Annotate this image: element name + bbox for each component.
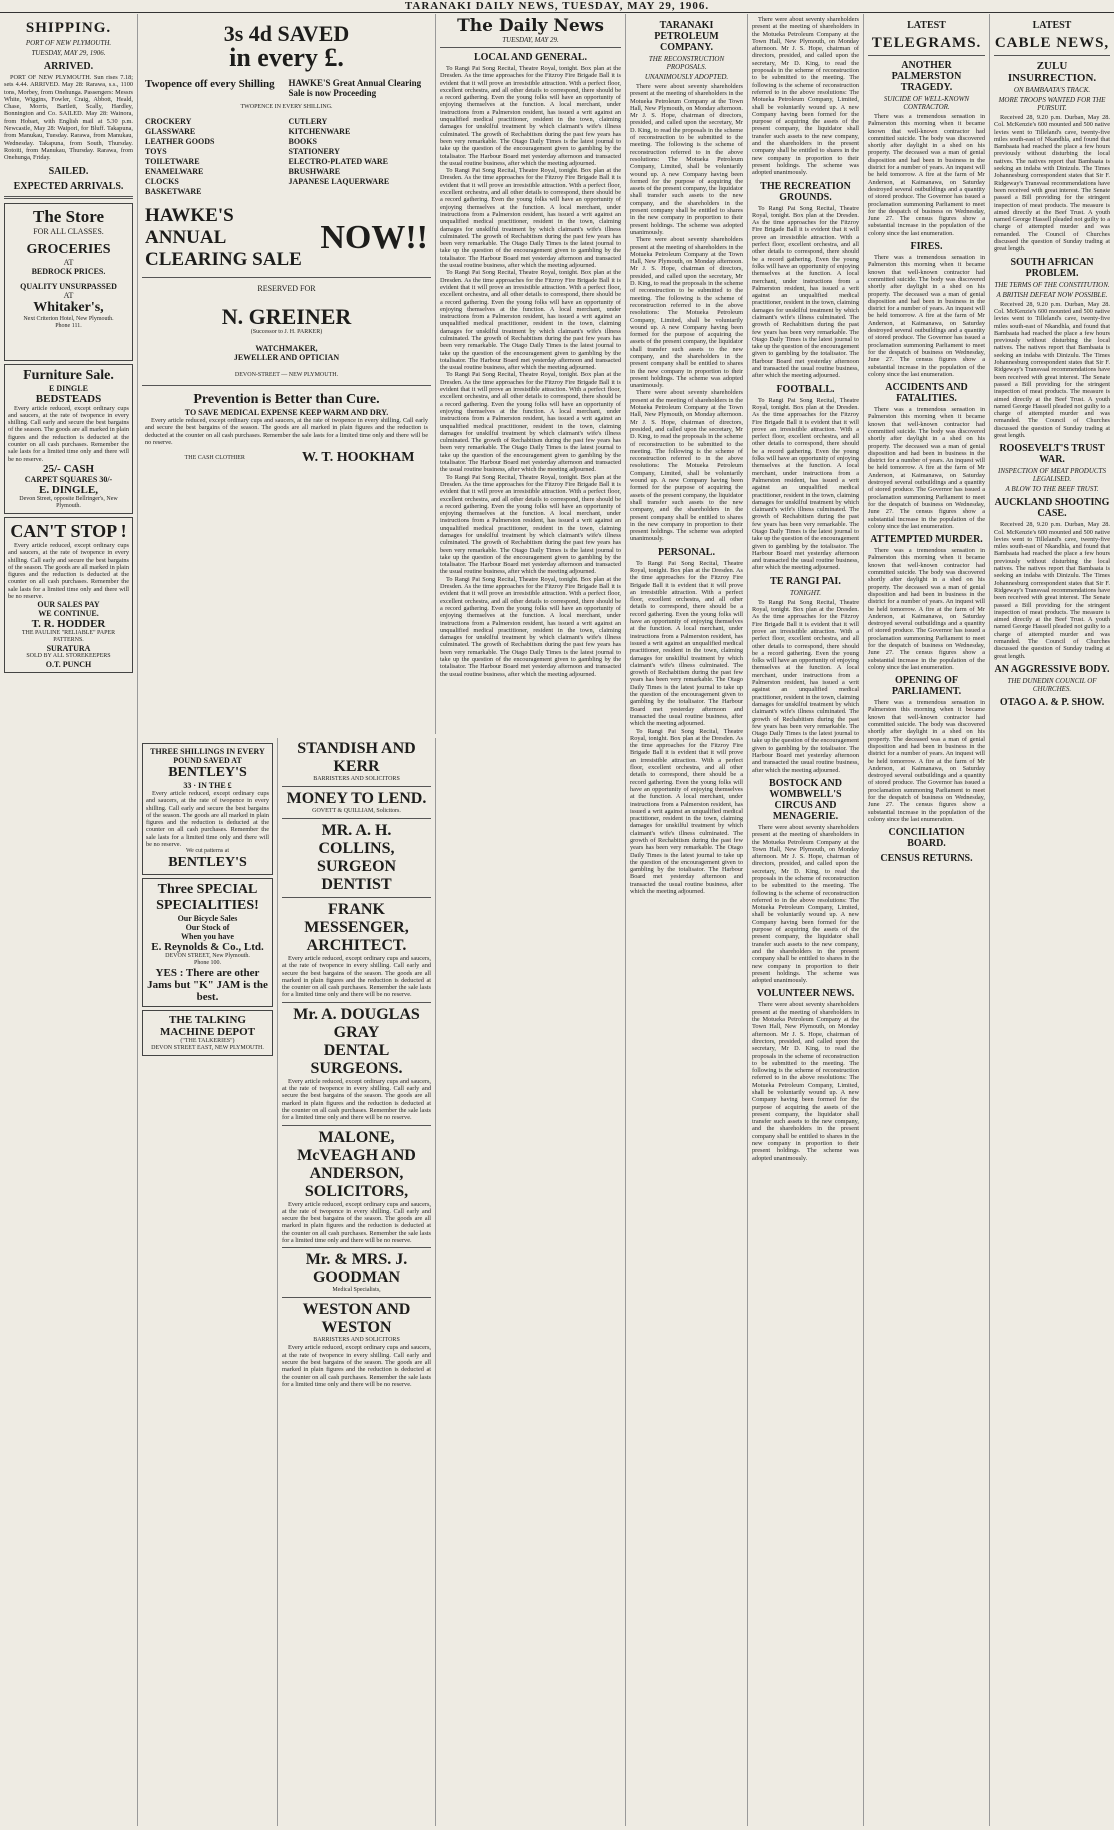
zulu-sub: ON BAMBAATA'S TRACK.: [1013, 86, 1091, 94]
cantstop-text: Every article reduced, except ordinary cups and saucers, at the rate of twopence in every shilling. Call early and secure the best bargains of the season. The goods are all marked in plain figures and the reduction is deducted at the counter on all cash purchases. Remember the sale lasts for a limited time only and there will be no reserve.: [8, 541, 129, 601]
greiner-ad: [142, 281, 431, 382]
greiner-name: N. GREINER: [221, 304, 352, 329]
cantstop-opunch: O.T. PUNCH: [45, 660, 92, 670]
editorial-text-5: To Rangi Pai Song Recital, Theatre Royal, tonight. Box plan at the Dresden. As the time approaches for the Fitzroy Fire Brigade Ball it is evident that it will prove an irresistible attraction. With a perfect floor, excellent orchestra, and all other details to correspond, there should be a record gathering. Even the young folks will have an opportunity of enjoying themselves at the function. A local merchant, under instructions from a Palmerston resident, has issued a writ against an unqualified medical practitioner, resident in the town, claiming damages for unskilful treatment by which claimant's wife's illness culminated. The growth of Rechabitism during the past few years has been very remarkable. The Otago Daily Times is the latest journal to take up the question of the encouragement given to gambling by the totalisator. The Harbour Board met yesterday afternoon and transacted the usual routine business, after which the meeting adjourned.: [440, 473, 621, 576]
store-for: FOR ALL CLASSES.: [33, 226, 104, 236]
prevention-hookham: W. T. HOOKHAM: [301, 450, 415, 466]
store-at2: AT: [63, 290, 74, 300]
editorial-text-3: To Rangi Pai Song Recital, Theatre Royal, tonight. Box plan at the Dresden. As the time approaches for the Fitzroy Fire Brigade Ball it is evident that it will prove an irresistible attraction. With a perfect floor, excellent orchestra, and all other details to correspond, there should be a record gathering. Even the young folks will have an opportunity of enjoying themselves at the function. A local merchant, under instructions from a Palmerston resident, has issued a writ against an unqualified medical practitioner, resident in the town, claiming damages for unskilful treatment by which claimant's wife's illness culminated. The growth of Rechabitism during the past few years has been very remarkable. The Otago Daily Times is the latest journal to take up the question of the encouragement given to gambling by the totalisator. The Harbour Board met yesterday afternoon and transacted the usual routine business, after which the meeting adjourned.: [440, 269, 621, 372]
hawkes-proceeding: HAWKE'S Great Annual Clearing Sale is now Proceeding: [288, 78, 422, 98]
column-professional: [278, 738, 436, 1826]
cantstop-hodder: T. R. HODDER: [31, 618, 106, 631]
recreation-lead: There were about seventy shareholders present at the meeting of shareholders in the Motueka Petroleum Company at the Town Hall, New Plymouth, on Monday afternoon. Mr J. S. Hope, chairman of directors, presided, and called upon the secretary, Mr D. King, to read the proposals in the scheme of reconstruction to be submitted to the meeting. The following is the scheme of reconstruction referred to in the above resolutions: The Motueka Petroleum Company, Limited, shall be voluntarily wound up. A new Company having been formed for the purpose of acquiring the assets of the present company, the liquidator shall transfer such assets to the new company, and the shareholders in the present company shall be entitled to shares in the new company in proportion to their present holdings. The scheme was adopted unanimously.: [752, 16, 859, 177]
furniture-bedsteads: BEDSTEADS: [35, 392, 102, 405]
column-editorial: [436, 14, 626, 1826]
sailed-heading: SAILED.: [48, 165, 89, 177]
shipping-port: PORT OF NEW PLYMOUTH.: [25, 39, 112, 47]
accidents-text: There was a tremendous sensation in Palmerston this morning when it became known that well-known contractor had committed suicide. The body was discovered shortly after daylight in a shed on his property. The deceased was a man of genial disposition and had been in business in the district for a number of years. An inquest will be held tomorrow. A fire at the farm of Mr Anderson, at Kaimanawa, on Saturday destroyed several outbuildings and a quantity of stored produce. The Governor has issued a proclamation summoning Parliament to meet for the despatch of business on Wednesday, June 27. The census figures show a substantial increase in the population of the colony since the last enumeration.: [868, 406, 985, 530]
column-bentleys: [138, 738, 278, 1826]
auckland-text: Received 28, 9.20 p.m. Durban, May 28. Col. McKenzie's 600 mounted and 500 native levies went to Tilleland's cave, twenty-five miles south-east of Nkandhla, and found that Bambaata had reached the place a few hours previously without disturbing the local natives. The natives report that Bambaata is seeking an indaba with Dinizulu. The Times Johannesburg correspondent states that Sir F. Ridgeway's Transvaal recommendations have been received with great interest. The Senate passed a Bill providing for the stringent inspection of meat products. The measure is aimed directly at the Beef Trust. A youth named George Hassell pleaded not guilty to a charge of attempted murder and was remanded. The Council of Churches discussed the question of Sunday trading at great length.: [994, 521, 1110, 660]
when-you-have: When you have: [181, 932, 234, 942]
census-heading: CENSUS RETURNS.: [880, 853, 973, 865]
talking-title: THE TALKING MACHINE DEPOT: [159, 1014, 256, 1039]
money-to-lend: MONEY TO LEND.: [286, 790, 427, 807]
prevention-clothier: THE CASH CLOTHIER: [184, 454, 245, 461]
greiner-trade2: JEWELLER AND OPTICIAN: [233, 353, 340, 362]
collins: MR. A. H. COLLINS, SURGEON DENTIST: [316, 822, 397, 893]
bentleys-third: 33 · IN THE £: [183, 781, 232, 790]
store-whitaker: Whitaker's,: [33, 299, 104, 315]
reynolds-addr: DEVON STREET, New Plymouth.: [165, 953, 250, 960]
cantstop-storekeepers: SOLD BY ALL STOREKEEPERS: [26, 653, 111, 660]
column-telegrams: [864, 14, 990, 1826]
troops-sub: MORE TROOPS WANTED FOR THE PURSUIT.: [998, 96, 1106, 112]
recreation-heading: THE RECREATION GROUNDS.: [760, 180, 851, 203]
three-special: Three SPECIAL SPECIALITIES!: [156, 882, 259, 914]
editorial-text-1: To Rangi Pai Song Recital, Theatre Royal, tonight. Box plan at the Dresden. As the time approaches for the Fitzroy Fire Brigade Ball it is evident that it will prove an irresistible attraction. With a perfect floor, excellent orchestra, and all other details to correspond, there should be a record gathering. Even the young folks will have an opportunity of enjoying themselves at the function. A local merchant, under instructions from a Palmerston resident, has issued a writ against an unqualified medical practitioner, resident in the town, claiming damages for unskilful treatment by which claimant's wife's illness culminated. The growth of Rechabitism during the past few years has been very remarkable. The Otago Daily Times is the latest journal to take up the question of the encouragement given to gambling by the totalisator. The Harbour Board met yesterday afternoon and transacted the usual routine business, after which the meeting adjourned.: [440, 65, 621, 167]
furniture-dingle-addr: Devon Street, opposite Bellringer's, New Plymouth.: [19, 495, 118, 509]
furniture-ad: [4, 364, 133, 514]
store-quality: QUALITY UNSURPASSED: [20, 281, 117, 291]
kjam-ad: YES : There are other Jams but "K" JAM is the best.: [147, 967, 268, 1004]
greiner-successor: (Successor to J. H. PARKER): [250, 329, 323, 335]
bentleys-ad: [142, 743, 273, 875]
petroleum-text-3: There were about seventy shareholders present at the meeting of shareholders in the Motueka Petroleum Company at the Town Hall, New Plymouth, on Monday afternoon. Mr J. S. Hope, chairman of directors, presided, and called upon the secretary, Mr D. King, to read the proposals in the scheme of reconstruction to be submitted to the meeting. The following is the scheme of reconstruction referred to in the above resolutions: The Motueka Petroleum Company, Limited, shall be voluntarily wound up. A new Company having been formed for the purpose of acquiring the assets of the present company, the liquidator shall transfer such assets to the new company, and the shareholders in the present company shall be entitled to shares in the new company in proportion to their present holdings. The scheme was adopted unanimously.: [630, 389, 743, 543]
hawkes-twopence: Twopence off every Shilling: [145, 78, 275, 90]
hawkes-rate: TWOPENCE IN EVERY SHILLING.: [240, 104, 333, 110]
editorial-date: TUESDAY, MAY 29.: [502, 36, 559, 44]
terangi-text: To Rangi Pai Song Recital, Theatre Royal, tonight. Box plan at the Dresden. As the time approaches for the Fitzroy Fire Brigade Ball it is evident that it will prove an irresistible attraction. With a perfect floor, excellent orchestra, and all other details to correspond, there should be a record gathering. Even the young folks will have an opportunity of enjoying themselves at the function. A local merchant, under instructions from a Palmerston resident, has issued a writ against an unqualified medical practitioner, resident in the town, claiming damages for unskilful treatment by which claimant's wife's illness culminated. The growth of Rechabitism during the past few years has been very remarkable. The Otago Daily Times is the latest journal to take up the question of the encouragement given to gambling by the totalisator. The Harbour Board met yesterday afternoon and transacted the usual routine business, after which the meeting adjourned.: [752, 598, 859, 774]
messenger: FRANK MESSENGER, ARCHITECT.: [304, 901, 409, 954]
editorial-text-4: To Rangi Pai Song Recital, Theatre Royal, tonight. Box plan at the Dresden. As the time approaches for the Fitzroy Fire Brigade Ball it is evident that it will prove an irresistible attraction. With a perfect floor, excellent orchestra, and all other details to correspond, there should be a record gathering. Even the young folks will have an opportunity of enjoying themselves at the function. A local merchant, under instructions from a Palmerston resident, has issued a writ against an unqualified medical practitioner, resident in the town, claiming damages for unskilful treatment by which claimant's wife's illness culminated. The growth of Rechabitism during the past few years has been very remarkable. The Otago Daily Times is the latest journal to take up the question of the encouragement given to gambling by the totalisator. The Harbour Board met yesterday afternoon and transacted the usual routine business, after which the meeting adjourned.: [440, 371, 621, 474]
talking-addr: DEVON STREET EAST, NEW PLYMOUTH.: [151, 1045, 264, 1052]
hawkes-items-right: CUTLERY KITCHENWARE BOOKS STATIONERY ELECTRO-PLATED WARE BRUSHWARE JAPANESE LAQUERWARE: [288, 117, 390, 186]
malone-text: Every article reduced, except ordinary cups and saucers, at the rate of twopence in every shilling. Call early and secure the best bargains of the season. The goods are all marked in plain figures and the reduction is deducted at the counter on all cash purchases. Remember the sale lasts for a limited time only and there will be no reserve.: [282, 1200, 431, 1245]
petroleum-text-1: There were about seventy shareholders present at the meeting of shareholders in the Motueka Petroleum Company at the Town Hall, New Plymouth, on Monday afternoon. Mr J. S. Hope, chairman of directors, presided, and called upon the secretary, Mr D. King, to read the proposals in the scheme of reconstruction to be submitted to the meeting. The following is the scheme of reconstruction referred to in the above resolutions: The Motueka Petroleum Company, Limited, shall be voluntarily wound up. A new Company having been formed for the purpose of acquiring the assets of the present company, the liquidator shall transfer such assets to the new company, and the shareholders in the present company shall be entitled to shares in the new company in proportion to their present holdings. The scheme was adopted unanimously.: [630, 83, 743, 236]
furniture-carpet: CARPET SQUARES 30/-: [24, 474, 113, 484]
messenger-text: Every article reduced, except ordinary cups and saucers, at the rate of twopence in every shilling. Call early and secure the best bargains of the season. The goods are all marked in plain figures and the reduction is deducted at the counter on all cash purchases. Remember the sale lasts for a limited time only and there will be no reserve.: [282, 955, 431, 999]
aggressive-heading: AN AGGRESSIVE BODY.: [994, 663, 1110, 675]
prevention-ad: [142, 389, 431, 469]
fires-text: There was a tremendous sensation in Palmerston this morning when it became known that well-known contractor had committed suicide. The body was discovered shortly after daylight in a shed on his property. The deceased was a man of genial disposition and had been in business in the district for a number of years. An inquest will be held tomorrow. A fire at the farm of Mr Anderson, at Kaimanawa, on Saturday destroyed several outbuildings and a quantity of stored produce. The Governor has issued a proclamation summoning Parliament to meet for the despatch of business on Wednesday, June 27. The census figures show a substantial increase in the population of the colony since the last enumeration.: [868, 254, 985, 378]
conciliation-heading: CONCILIATION BOARD.: [888, 827, 965, 850]
shipping-text: PORT OF NEW PLYMOUTH. Sun rises 7.18; sets 4.44. ARRIVED. May 28: Rarawa, s.s., 1100 tons, Morbey, from Onehunga. Passengers: Messrs White, Wiggins, Fowler, Craig, Abbott, Heald, Chase, Morris, Bartlett, Scally, Hardley, Bonnington and Co. SAILED. May 28: Wainora, from Hobart, with English mail at 5.30 p.m. Newcastle, May 28: Waipori, for Bluff. Takapuna, from Manukau, Tuesday. Rarawa, from Manukau, Wednesday. Takapuna, from South, Thursday. Rotoiti, from Manukau, Thursday. Rarawa, from Onehunga, Friday.: [4, 74, 133, 162]
bostock-heading: BOSTOCK AND WOMBWELL'S CIRCUS AND MENAGERIE.: [769, 777, 842, 822]
hawkes-ad: [142, 19, 431, 274]
furniture-dingle: E. DINGLE,: [39, 483, 98, 496]
inspection-sub: INSPECTION OF MEAT PRODUCTS LEGALISED.: [998, 467, 1106, 484]
blow-sub: A BLOW TO THE BEEF TRUST.: [1005, 485, 1099, 494]
petroleum-title: TARANAKI PETROLEUM COMPANY.: [654, 20, 719, 53]
hawkes-items-left: CROCKERY GLASSWARE LEATHER GOODS TOYS TOILETWARE ENAMELWARE CLOCKS BASKETWARE: [145, 117, 215, 196]
cantstop-continue: WE CONTINUE.: [38, 609, 99, 619]
store-ad: [4, 203, 133, 361]
store-addr: Next Criterion Hotel, New Plymouth.: [23, 315, 114, 322]
bentleys-three: THREE SHILLINGS IN EVERY POUND SAVED AT: [150, 747, 265, 765]
football-heading: FOOTBALL.: [776, 383, 835, 395]
editorial-text-2: To Rangi Pai Song Recital, Theatre Royal, tonight. Box plan at the Dresden. As the time approaches for the Fitzroy Fire Brigade Ball it is evident that it will prove an irresistible attraction. With a perfect floor, excellent orchestra, and all other details to correspond, there should be a record gathering. Even the young folks will have an opportunity of enjoying themselves at the function. A local merchant, under instructions from a Palmerston resident, has issued a writ against an unqualified medical practitioner, resident in the town, claiming damages for unskilful treatment by which claimant's wife's illness culminated. The growth of Rechabitism during the past few years has been very remarkable. The Otago Daily Times is the latest journal to take up the question of the encouragement given to gambling by the totalisator. The Harbour Board met yesterday afternoon and transacted the usual routine business, after which the meeting adjourned.: [440, 167, 621, 270]
our-stock: Our Stock of: [185, 923, 230, 933]
parliament-heading: OPENING OF PARLIAMENT.: [891, 675, 962, 698]
bentleys-name2: BENTLEY'S: [168, 855, 247, 871]
store-title: The Store: [33, 206, 104, 226]
column-recreation: [748, 14, 864, 1826]
personal-heading: PERSONAL.: [658, 546, 715, 558]
shipping-date: TUESDAY, MAY 29, 1906.: [31, 49, 106, 57]
sa-heading: SOUTH AFRICAN PROBLEM.: [1010, 256, 1094, 279]
bicycle-sales: Our Bicycle Sales: [177, 914, 238, 924]
petroleum-sub: THE RECONSTRUCTION PROPOSALS.: [648, 55, 725, 71]
tragedy-heading: ANOTHER PALMERSTON TRAGEDY.: [891, 60, 962, 93]
sa-text: Received 28, 9.20 p.m. Durban, May 28. Col. McKenzie's 600 mounted and 500 native levies went to Tilleland's cave, twenty-five miles south-east of Nkandhla, and found that Bambaata had reached the place a few hours previously without disturbing the local natives. The natives report that Bambaata is seeking an indaba with Dinizulu. The Times Johannesburg correspondent states that Sir F. Ridgeway's Transvaal recommendations have been received with great interest. The Senate passed a Bill providing for the stringent inspection of meat products. The measure is aimed directly at the Beef Trust. A youth named George Hassell pleaded not guilty to a charge of attempted murder and was remanded. The Council of Churches discussed the question of Sunday trading at great length.: [994, 300, 1110, 439]
zulu-text: Received 28, 9.20 p.m. Durban, May 28. Col. McKenzie's 600 mounted and 500 native levies went to Tilleland's cave, twenty-five miles south-east of Nkandhla, and found that Bambaata had reached the place a few hours previously without disturbing the local natives. The natives report that Bambaata is seeking an indaba with Dinizulu. The Times Johannesburg correspondent states that Sir F. Ridgeway's Transvaal recommendations have been received with great interest. The Senate passed a Bill providing for the stringent inspection of meat products. The measure is aimed directly at the Beef Trust. A youth named George Hassell pleaded not guilty to a charge of attempted murder and was remanded. The Council of Churches discussed the question of Sunday trading at great length.: [994, 114, 1110, 253]
cantstop-pattern: THE PAULINE "RELIABLE" PAPER PATTERNS.: [21, 630, 116, 644]
shipping-title: SHIPPING.: [25, 20, 112, 36]
furniture-name: E DINGLE: [49, 383, 88, 393]
bentleys-text: Every article reduced, except ordinary cups and saucers, at the rate of twopence in every shilling. Call early and secure the best bargains of the season. The goods are all marked in plain figures and the reduction is deducted at the counter on all cash purchases. Remember the sale lasts for a limited time only and there will be no reserve.: [146, 790, 269, 849]
defeat-sub: A BRITISH DEFEAT NOW POSSIBLE.: [996, 290, 1108, 299]
gray: Mr. A. DOUGLAS GRAY: [293, 1005, 420, 1041]
terangi-heading: TE RANGI PAI.: [770, 575, 841, 587]
greiner-address: DEVON-STREET — NEW PLYMOUTH.: [234, 372, 339, 378]
parliament-text: There was a tremendous sensation in Palmerston this morning when it became known that well-known contractor had committed suicide. The body was discovered shortly after daylight in a shed on his property. The deceased was a man of genial disposition and had been in business in the district for a number of years. An inquest will be held tomorrow. A fire at the farm of Mr Anderson, at Kaimanawa, on Saturday destroyed several outbuildings and a quantity of stored produce. The Governor has issued a proclamation summoning Parliament to meet for the despatch of business on Wednesday, June 27. The census figures show a substantial increase in the population of the colony since the last enumeration.: [868, 699, 985, 823]
cable-latest: LATEST: [1032, 20, 1072, 31]
roosevelt-heading: ROOSEVELT'S TRUST WAR.: [999, 443, 1105, 466]
reynolds-phone: Phone 100.: [194, 960, 221, 967]
attempted-text: There was a tremendous sensation in Palmerston this morning when it became known that well-known contractor had committed suicide. The body was discovered shortly after daylight in a shed on his property. The deceased was a man of genial disposition and had been in business in the district for a number of years. An inquest will be held tomorrow. A fire at the farm of Mr Anderson, at Kaimanawa, on Saturday destroyed several outbuildings and a quantity of stored produce. The Governor has issued a proclamation summoning Parliament to meet for the despatch of business on Wednesday, June 27. The census figures show a substantial increase in the population of the colony since the last enumeration.: [868, 547, 985, 671]
sa-sub: THE TERMS OF THE CONSTITUTION.: [994, 280, 1110, 289]
cantstop-ad: [4, 517, 133, 673]
cantstop-title: CAN'T STOP !: [10, 520, 127, 541]
reynolds-name: E. Reynolds & Co., Ltd.: [151, 941, 264, 954]
store-groceries: GROCERIES: [26, 241, 111, 257]
hawkes-line2: in every £.: [229, 43, 344, 72]
attempted-heading: ATTEMPTED MURDER.: [870, 534, 983, 546]
greiner-reserved: RESERVED FOR: [257, 284, 316, 293]
petroleum-sub2: UNANIMOUSLY ADOPTED.: [644, 73, 729, 81]
prevention-title: Prevention is Better than Cure.: [193, 392, 380, 407]
prevention-sub: TO SAVE MEDICAL EXPENSE KEEP WARM AND DRY.: [184, 408, 389, 417]
petroleum-text-2: There were about seventy shareholders present at the meeting of shareholders in the Motueka Petroleum Company at the Town Hall, New Plymouth, on Monday afternoon. Mr J. S. Hope, chairman of directors, presided, and called upon the secretary, Mr D. King, to read the proposals in the scheme of reconstruction to be submitted to the meeting. The following is the scheme of reconstruction referred to in the above resolutions: The Motueka Petroleum Company, Limited, shall be voluntarily wound up. A new Company having been formed for the purpose of acquiring the assets of the present company, the liquidator shall transfer such assets to the new company, and the shareholders in the present company shall be entitled to shares in the new company in proportion to their present holdings. The scheme was adopted unanimously.: [630, 236, 743, 390]
goodman: Mr. & MRS. J. GOODMAN: [305, 1251, 408, 1287]
greiner-trade1: WATCHMAKER,: [255, 344, 318, 353]
cantstop-suratura: SURATURA: [46, 644, 91, 654]
column-cable: [990, 14, 1114, 1826]
govett: GOVETT & QUILLIAM, Solicitors.: [312, 808, 401, 814]
tragedy-text: There was a tremendous sensation in Palmerston this morning when it became known that well-known contractor had committed suicide. The body was discovered shortly after daylight in a shed on his property. The deceased was a man of genial disposition and had been in business in the district for a number of years. An inquest will be held tomorrow. A fire at the farm of Mr Anderson, at Kaimanawa, on Saturday destroyed several outbuildings and a quantity of stored produce. The Governor has issued a proclamation summoning Parliament to meet for the despatch of business on Wednesday, June 27. The census figures show a substantial increase in the population of the colony since the last enumeration.: [868, 113, 985, 237]
bentleys-name: BENTLEY'S: [168, 765, 247, 780]
personal-text: To Rangi Pai Song Recital, Theatre Royal, tonight. Box plan at the Dresden. As the time approaches for the Fitzroy Fire Brigade Ball it is evident that it will prove an irresistible attraction. With a perfect floor, excellent orchestra, and all other details to correspond, there should be a record gathering. Even the young folks will have an opportunity of enjoying themselves at the function. A local merchant, under instructions from a Palmerston resident, has issued a writ against an unqualified medical practitioner, resident in the town, claiming damages for unskilful treatment by which claimant's wife's illness culminated. The growth of Rechabitism during the past few years has been very remarkable. The Otago Daily Times is the latest journal to take up the question of the encouragement given to gambling by the totalisator. The Harbour Board met yesterday afternoon and transacted the usual routine business, after which the meeting adjourned.: [630, 559, 743, 728]
accidents-heading: ACCIDENTS AND FATALITIES.: [885, 382, 968, 405]
gray-text: Every article reduced, except ordinary cups and saucers, at the rate of twopence in every shilling. Call early and secure the best bargains of the season. The goods are all marked in plain figures and the reduction is deducted at the counter on all cash purchases. Remember the sale lasts for a limited time only and there will be no reserve.: [282, 1077, 431, 1122]
volunteer-text: There were about seventy shareholders present at the meeting of shareholders in the Motueka Petroleum Company at the Town Hall, New Plymouth, on Monday afternoon. Mr J. S. Hope, chairman of directors, presided, and called upon the secretary, Mr D. King, to read the proposals in the scheme of reconstruction to be submitted to the meeting. The following is the scheme of reconstruction referred to in the above resolutions: The Motueka Petroleum Company, Limited, shall be voluntarily wound up. A new Company having been formed for the purpose of acquiring the assets of the present company, the liquidator shall transfer such assets to the new company, and the shareholders in the present company shall be entitled to shares in the new company in proportion to their present holdings. The scheme was adopted unanimously.: [752, 1001, 859, 1162]
editorial-title: The Daily News: [457, 16, 604, 36]
talking-ad: [142, 1010, 273, 1056]
store-phone: Phone 111.: [55, 322, 82, 329]
expected-heading: EXPECTED ARRIVALS.: [13, 180, 124, 192]
store-at: AT: [63, 257, 74, 267]
store-bedrock: BEDROCK PRICES.: [31, 266, 106, 276]
volunteer-heading: VOLUNTEER NEWS.: [756, 988, 855, 1000]
three-special-ad: [142, 878, 273, 1007]
fires-heading: FIRES.: [910, 241, 943, 253]
zulu-heading: ZULU INSURRECTION.: [1007, 60, 1097, 84]
column-ads-top: [138, 14, 436, 734]
editorial-section: LOCAL AND GENERAL.: [473, 52, 588, 63]
standish: STANDISH AND KERR: [297, 740, 416, 775]
masthead: TARANAKI DAILY NEWS, TUESDAY, MAY 29, 1906.: [0, 0, 1114, 13]
weston: WESTON AND WESTON: [302, 1301, 411, 1337]
arrived-heading: ARRIVED.: [43, 61, 94, 72]
recreation-text: To Rangi Pai Song Recital, Theatre Royal, tonight. Box plan at the Dresden. As the time approaches for the Fitzroy Fire Brigade Ball it is evident that it will prove an irresistible attraction. With a perfect floor, excellent orchestra, and all other details to correspond, there should be a record gathering. Even the young folks will have an opportunity of enjoying themselves at the function. A local merchant, under instructions from a Palmerston resident, has issued a writ against an unqualified medical practitioner, resident in the town, claiming damages for unskilful treatment by which claimant's wife's illness culminated. The growth of Rechabitism during the past few years has been very remarkable. The Otago Daily Times is the latest journal to take up the question of the encouragement given to gambling by the totalisator. The Harbour Board met yesterday afternoon and transacted the usual routine business, after which the meeting adjourned.: [752, 204, 859, 380]
hawkes-headline: 3s 4d SAVED: [223, 21, 350, 46]
weston-text: Every article reduced, except ordinary cups and saucers, at the rate of twopence in every shilling. Call early and secure the best bargains of the season. The goods are all marked in plain figures and the reduction is deducted at the counter on all cash purchases. Remember the sale lasts for a limited time only and there will be no reserve.: [282, 1344, 431, 1388]
cable-title: CABLE NEWS,: [994, 35, 1110, 51]
weston-sub: BARRISTERS AND SOLICITORS: [313, 1337, 400, 1344]
personal-text-2: To Rangi Pai Song Recital, Theatre Royal, tonight. Box plan at the Dresden. As the time approaches for the Fitzroy Fire Brigade Ball it is evident that it will prove an irresistible attraction. With a perfect floor, excellent orchestra, and all other details to correspond, there should be a record gathering. Even the young folks will have an opportunity of enjoying themselves at the function. A local merchant, under instructions from a Palmerston resident, has issued a writ against an unqualified medical practitioner, resident in the town, claiming damages for unskilful treatment by which claimant's wife's illness culminated. The growth of Rechabitism during the past few years has been very remarkable. The Otago Daily Times is the latest journal to take up the question of the encouragement given to gambling by the totalisator. The Harbour Board met yesterday afternoon and transacted the usual routine business, after which the meeting adjourned.: [630, 727, 743, 896]
furniture-text: Every article reduced, except ordinary cups and saucers, at the rate of twopence in every shilling. Call early and secure the best bargains of the season. The goods are all marked in plain figures and the reduction is deducted at the counter on all cash purchases. Remember the sale lasts for a limited time only and there will be no reserve.: [8, 404, 129, 463]
column-shipping: [0, 14, 138, 1826]
goodman-sub: Medical Specialists,: [332, 1287, 381, 1294]
talking-talkeries: ("THE TALKERIES"): [180, 1038, 235, 1045]
terangi-tonight: TONIGHT.: [789, 588, 822, 597]
hawkes-banner: HAWKE'S ANNUAL CLEARING SALE: [145, 205, 302, 270]
bentleys-weput: We cut patterns at: [186, 848, 229, 855]
cantstop-salespay: OUR SALES PAY: [37, 600, 100, 610]
editorial-text-6: To Rangi Pai Song Recital, Theatre Royal, tonight. Box plan at the Dresden. As the time approaches for the Fitzroy Fire Brigade Ball it is evident that it will prove an irresistible attraction. With a perfect floor, excellent orchestra, and all other details to correspond, there should be a record gathering. Even the young folks will have an opportunity of enjoying themselves at the function. A local merchant, under instructions from a Palmerston resident, has issued a writ against an unqualified medical practitioner, resident in the town, claiming damages for unskilful treatment by which claimant's wife's illness culminated. The growth of Rechabitism during the past few years has been very remarkable. The Otago Daily Times is the latest journal to take up the question of the encouragement given to gambling by the totalisator. The Harbour Board met yesterday afternoon and transacted the usual routine business, after which the meeting adjourned.: [440, 575, 621, 678]
furniture-cash: 25/- CASH: [42, 462, 95, 475]
telegrams-title: TELEGRAMS.: [871, 35, 982, 51]
prevention-text: Every article reduced, except ordinary cups and saucers, at the rate of twopence in every shilling. Call early and secure the best bargains of the season. The goods are all marked in plain figures and the reduction is deducted at the counter on all cash purchases. Remember the sale lasts for a limited time only and there will be no reserve.: [145, 417, 428, 446]
otago-heading: OTAGO A. & P. SHOW.: [999, 696, 1105, 708]
hawkes-now: NOW!!: [320, 219, 428, 256]
telegrams-latest: LATEST: [907, 20, 946, 31]
auckland-heading: AUCKLAND SHOOTING CASE.: [994, 497, 1110, 520]
dunedin-sub: THE DUNEDIN COUNCIL OF CHURCHES.: [1007, 676, 1097, 693]
bostock-text: There were about seventy shareholders present at the meeting of shareholders in the Motueka Petroleum Company at the Town Hall, New Plymouth, on Monday afternoon. Mr J. S. Hope, chairman of directors, presided, and called upon the secretary, Mr D. King, to read the proposals in the scheme of reconstruction to be submitted to the meeting. The following is the scheme of reconstruction referred to in the above resolutions: The Motueka Petroleum Company, Limited, shall be voluntarily wound up. A new Company having been formed for the purpose of acquiring the assets of the present company, the liquidator shall transfer such assets to the new company, and the shareholders in the present company shall be entitled to shares in the new company in proportion to their present holdings. The scheme was adopted unanimously.: [752, 823, 859, 985]
malone: MALONE, McVEAGH AND ANDERSON, SOLICITORS,: [297, 1128, 416, 1200]
furniture-title: Furniture Sale.: [23, 367, 114, 383]
dental: DENTAL SURGEONS.: [310, 1041, 403, 1077]
standish-sub: BARRISTERS AND SOLICITORS: [313, 776, 400, 782]
tragedy-sub: SUICIDE OF WELL-KNOWN CONTRACTOR.: [883, 95, 970, 111]
football-text: To Rangi Pai Song Recital, Theatre Royal, tonight. Box plan at the Dresden. As the time approaches for the Fitzroy Fire Brigade Ball it is evident that it will prove an irresistible attraction. With a perfect floor, excellent orchestra, and all other details to correspond, there should be a record gathering. Even the young folks will have an opportunity of enjoying themselves at the function. A local merchant, under instructions from a Palmerston resident, has issued a writ against an unqualified medical practitioner, resident in the town, claiming damages for unskilful treatment by which claimant's wife's illness culminated. The growth of Rechabitism during the past few years has been very remarkable. The Otago Daily Times is the latest journal to take up the question of the encouragement given to gambling by the totalisator. The Harbour Board met yesterday afternoon and transacted the usual routine business, after which the meeting adjourned.: [752, 396, 859, 572]
column-petroleum: [626, 14, 748, 1826]
